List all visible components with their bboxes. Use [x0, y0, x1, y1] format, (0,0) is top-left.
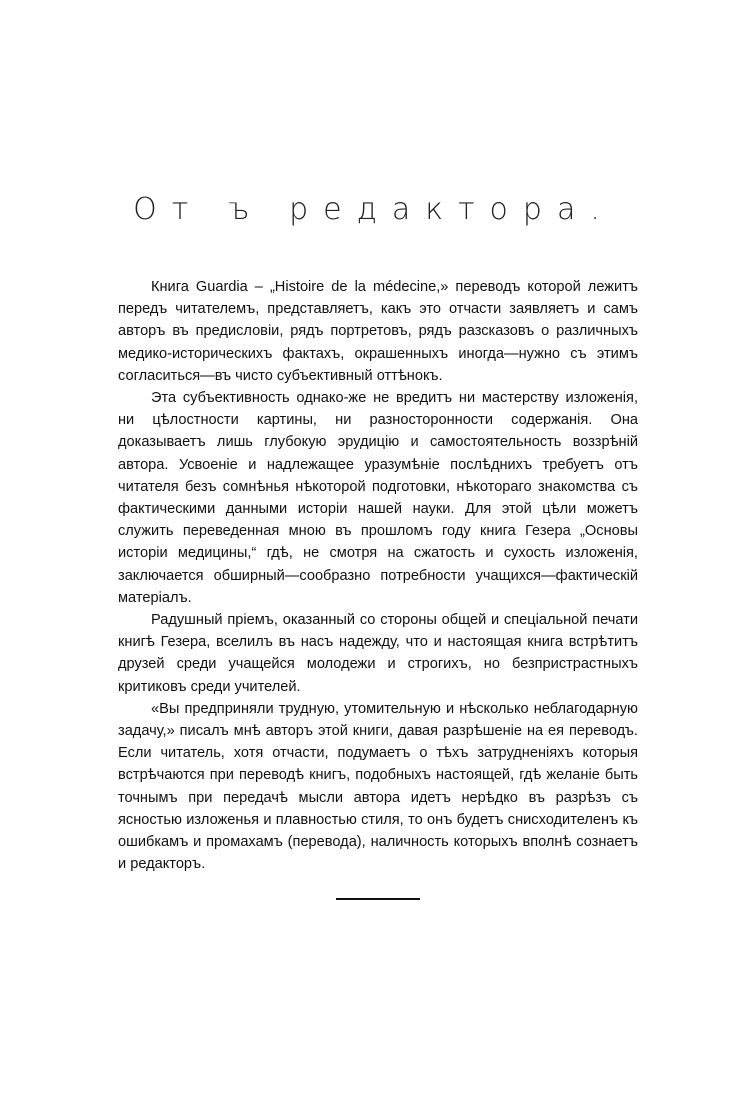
paragraph-1: Книга Guardia – „Histoire de la médecine,» переводъ которой лежитъ передъ читателемъ, представляетъ, какъ это отчасти заявляетъ и самъ авторъ въ предисловіи, рядъ портретовъ, рядъ разсказовъ о различныхъ медико-историческихъ фактахъ, окрашенныхъ иногда—нужно съ этимъ согласиться—въ чисто субъективный оттѣнокъ.	[118, 279, 638, 384]
end-rule-divider	[336, 898, 420, 900]
preface-body	[118, 276, 638, 875]
paragraph-4: «Вы предприняли трудную, утомительную и нѣсколько неблагодарную задачу,» писалъ мнѣ авторъ этой книги, давая разрѣшеніе на ея переводъ. Если читатель, хотя отчасти, подумаетъ о тѣхъ затрудненіяхъ которыя встрѣчаются при переводѣ книгъ, подобныхъ настоящей, гдѣ желаніе быть точнымъ при передачѣ мысли автора идетъ нерѣдко въ разрѣзъ съ ясностью изложенья и плавностью стиля, то онъ будетъ снисходителенъ къ ошибкамъ и промахамъ (перевода), наличность которыхъ вполнѣ сознаетъ и редакторъ.	[118, 700, 638, 873]
page-title: От ъ редактора.	[133, 192, 615, 227]
paragraph-3: Радушный пріемъ, оказанный со стороны общей и спеціальной печати книгѣ Гезера, вселилъ въ насъ надежду, что и настоящая книга встрѣтитъ друзей среди учащейся молодежи и строгихъ, но безпристрастныхъ критиковъ среди учителей.	[118, 612, 638, 695]
paragraph-2: Эта субъективность однако-же не вредитъ ни мастерству изложенія, ни цѣлостности картины, ни разносторонности содержанія. Она доказываетъ лишь глубокую эрудицію и самостоятельность воззрѣній автора. Усвоеніе и надлежащее уразумѣніе послѣднихъ требуетъ отъ читателя безъ сомнѣнья нѣкоторой подготовки, нѣкотораго знакомства съ фактическими данными исторіи нашей науки. Для этой цѣли можетъ служить переведенная мною въ прошломъ году книга Гезера „Основы исторіи медицины,“ гдѣ, не смотря на сжатость и сухость изложенія, заключается обширный—сообразно потребности учащихся—фактическій матеріалъ.	[118, 390, 638, 606]
